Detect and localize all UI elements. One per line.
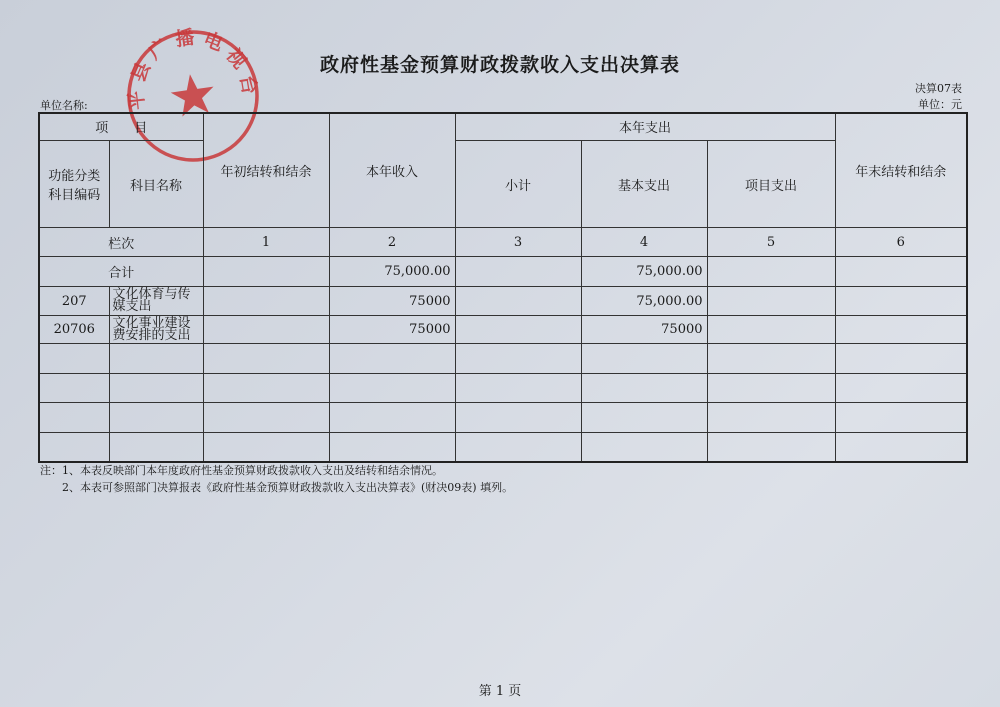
form-number: 决算07表 (915, 82, 962, 95)
column-index-2: 2 (329, 228, 455, 256)
total-project (707, 256, 835, 287)
header-item: 项 目 (39, 113, 203, 140)
total-basic: 75,000.00 (581, 256, 707, 287)
header-subtotal: 小计 (455, 140, 581, 227)
total-income: 75,000.00 (329, 256, 455, 287)
note-2: 2、本表可参照部门决算报表《政府性基金预算财政拨款收入支出决算表》(财决09表) 填列。 (62, 481, 514, 494)
column-index-3: 3 (455, 228, 581, 256)
column-index-6: 6 (835, 228, 967, 256)
header-expense: 本年支出 (455, 113, 835, 140)
table-row-empty (39, 432, 967, 462)
table-row-empty (39, 373, 967, 403)
column-index-label: 栏次 (39, 228, 203, 256)
row-subject-name: 文化体育与传媒支出 (109, 287, 203, 315)
row-subject-name: 文化事业建设费安排的支出 (109, 315, 203, 343)
unit-name-label: 单位名称: (40, 99, 88, 112)
total-label: 合计 (39, 256, 203, 287)
header-begin-balance: 年初结转和结余 (203, 113, 329, 228)
total-begin-balance (203, 256, 329, 287)
total-end-balance (835, 256, 967, 287)
row-income: 75000 (329, 287, 455, 315)
notes (40, 462, 513, 496)
page-number: 第 1 页 (478, 684, 522, 699)
table-row (39, 315, 967, 343)
header-func-code: 功能分类科目编码 (39, 140, 109, 227)
document-title: 政府性基金预算财政拨款收入支出决算表 (319, 54, 680, 76)
column-index-1: 1 (203, 228, 329, 256)
table-row (39, 287, 967, 315)
header-end-balance: 年末结转和结余 (835, 113, 967, 228)
svg-text:平 县 广 播 电 视 台: 平 县 广 播 电 视 台 (125, 26, 261, 112)
row-code: 207 (39, 287, 109, 315)
row-code: 20706 (39, 315, 109, 343)
header-project: 项目支出 (707, 140, 835, 227)
currency-unit: 单位：元 (918, 98, 962, 111)
row-income: 75000 (329, 315, 455, 343)
header-basic: 基本支出 (581, 140, 707, 227)
table-row-empty (39, 344, 967, 374)
column-index-5: 5 (707, 228, 835, 256)
total-subtotal (455, 256, 581, 287)
settlement-table (38, 112, 968, 463)
column-index-4: 4 (581, 228, 707, 256)
note-1: 注：1、本表反映部门本年度政府性基金预算财政拨款收入支出及结转和结余情况。 (40, 464, 443, 477)
row-basic: 75,000.00 (581, 287, 707, 315)
header-subject-name: 科目名称 (109, 140, 203, 227)
header-income: 本年收入 (329, 113, 455, 228)
row-basic: 75000 (581, 315, 707, 343)
table-row-empty (39, 403, 967, 433)
